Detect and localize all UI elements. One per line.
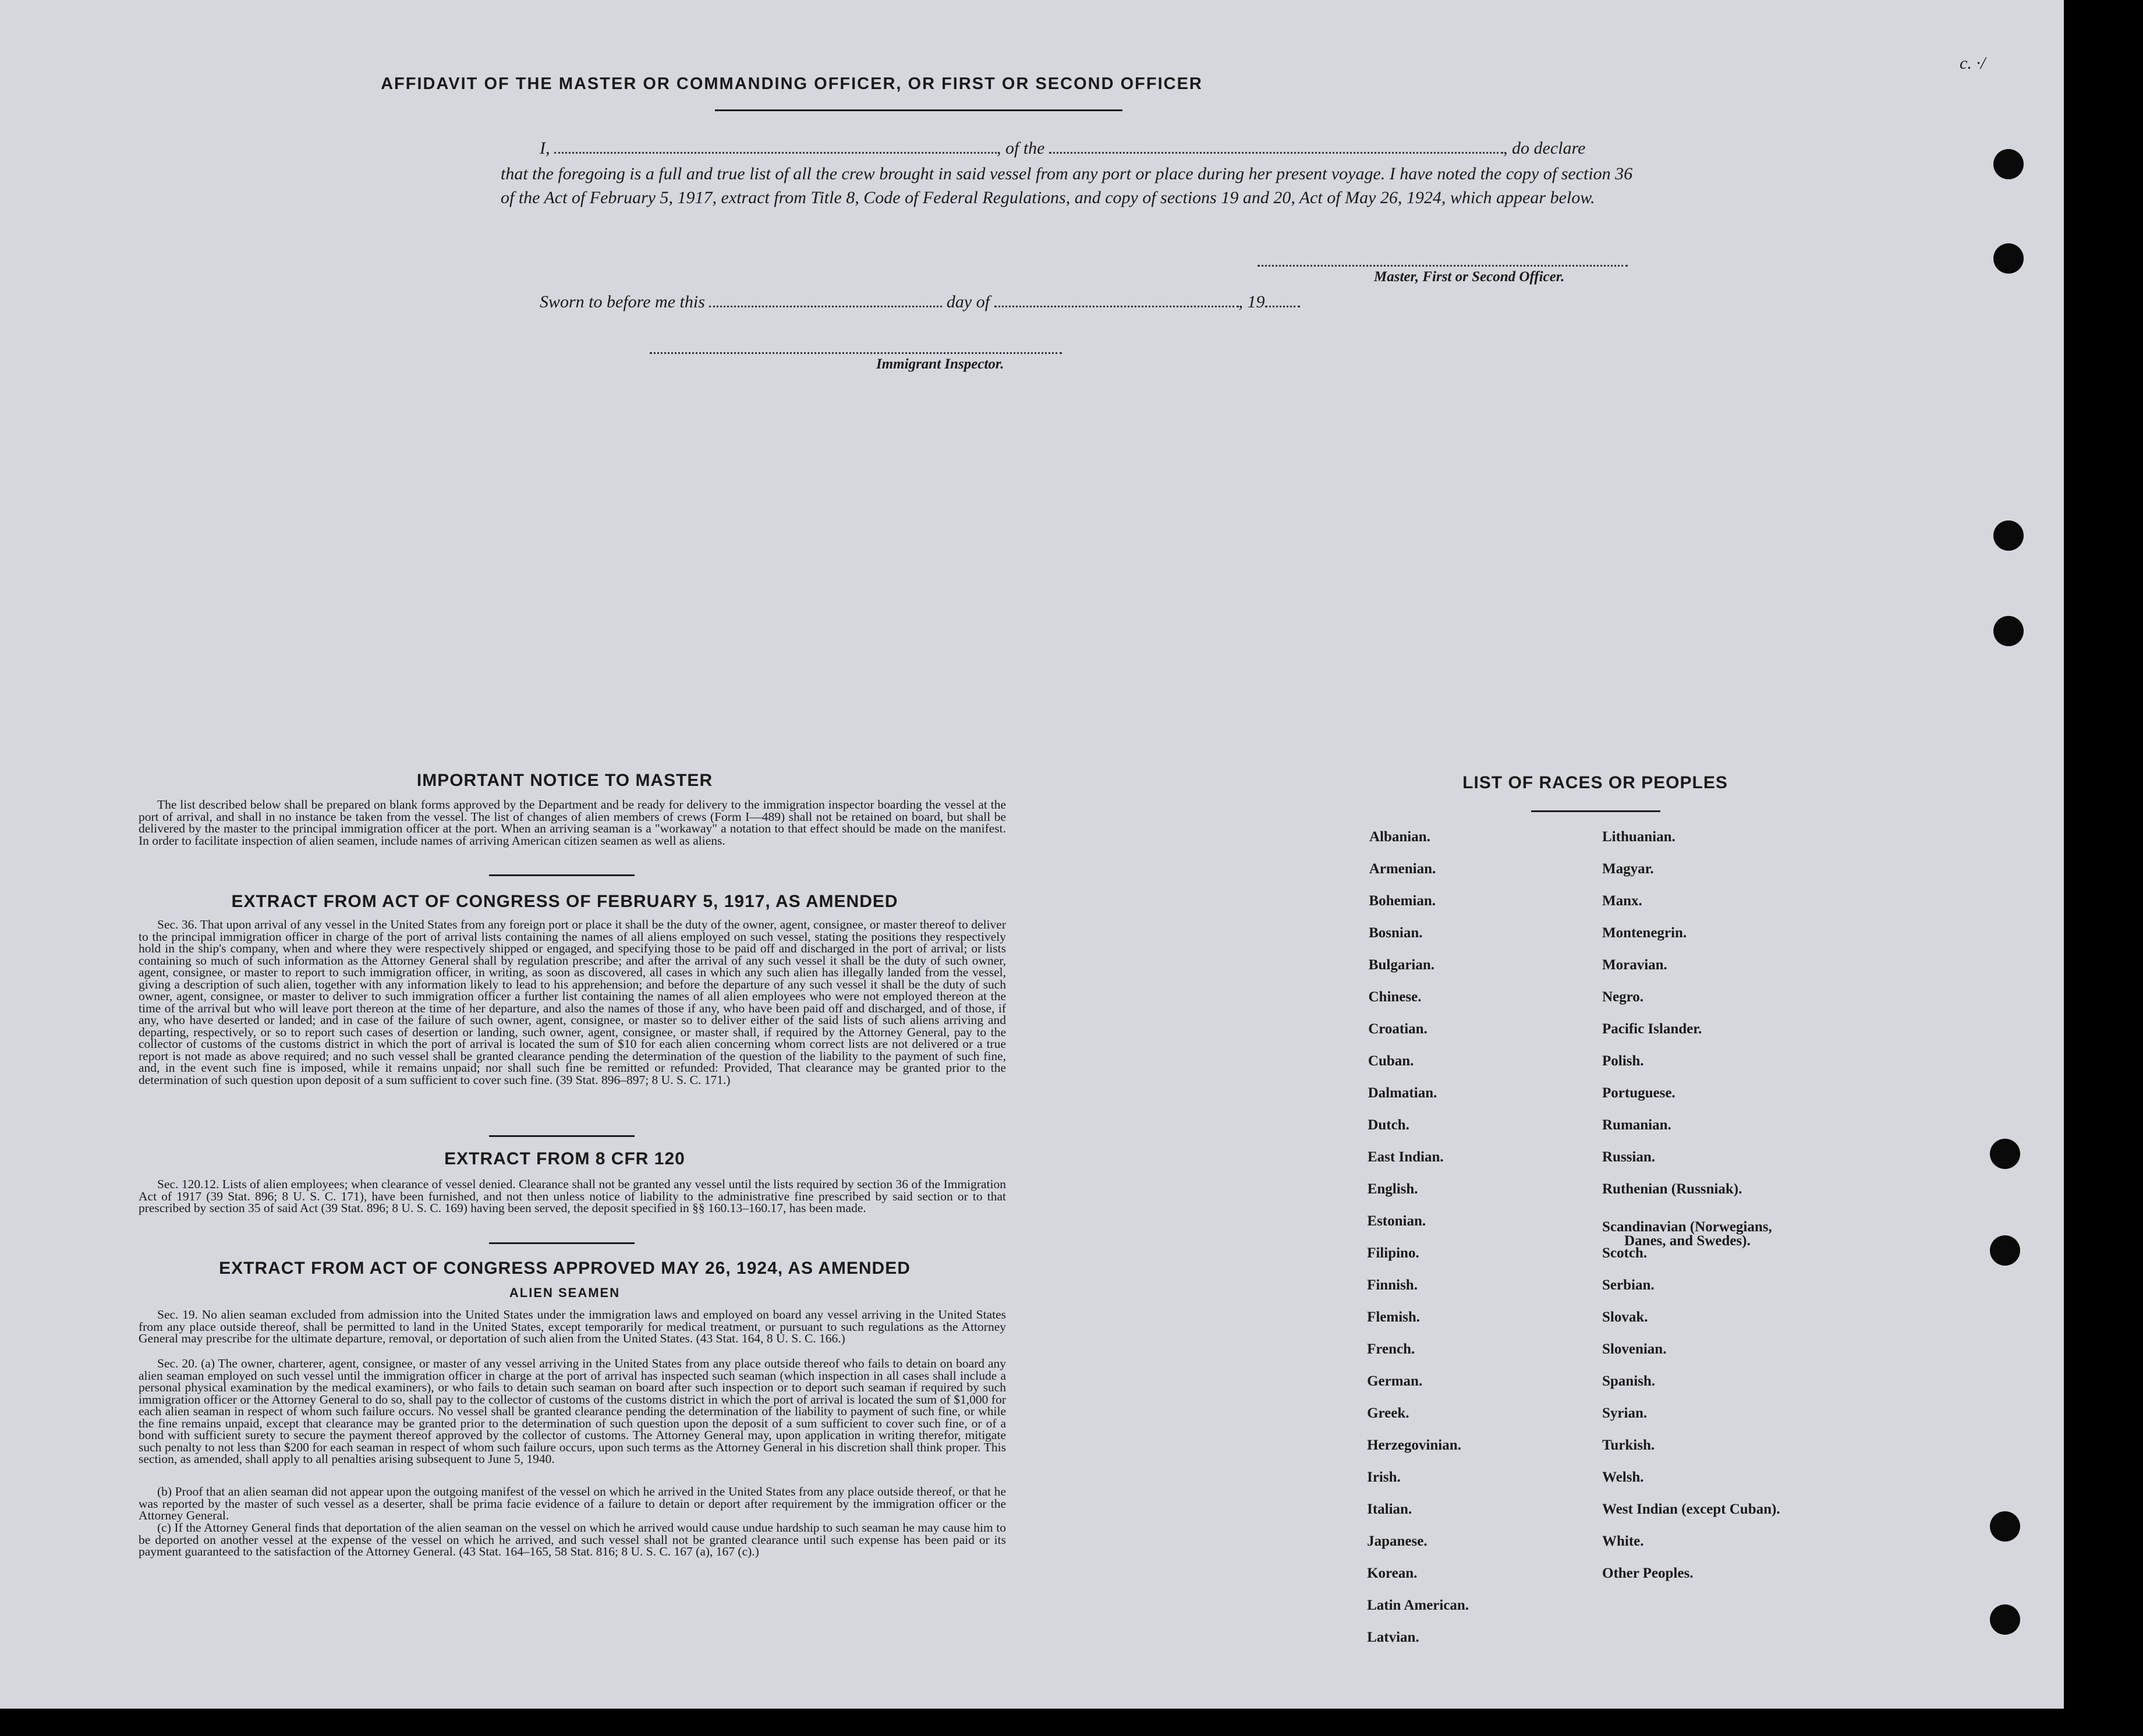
punch-hole — [1990, 1604, 2020, 1635]
race-item: Croatian. — [1368, 1021, 1428, 1037]
notice-title: IMPORTANT NOTICE TO MASTER — [416, 771, 713, 790]
title-underline — [715, 109, 1122, 111]
punch-hole — [1993, 243, 2024, 274]
extract-1917-title: EXTRACT FROM ACT OF CONGRESS OF FEBRUARY 5, 1917, AS AMENDED — [231, 892, 898, 911]
punch-hole — [1990, 1511, 2020, 1542]
month-blank — [994, 297, 1239, 307]
race-item: Flemish. — [1367, 1309, 1421, 1325]
punch-hole — [1990, 1235, 2020, 1266]
race-item: Dalmatian. — [1368, 1085, 1437, 1101]
extract-cfr-title: EXTRACT FROM 8 CFR 120 — [444, 1149, 685, 1168]
race-item: Montenegrin. — [1602, 925, 1687, 941]
of-the-label: , of the — [997, 139, 1045, 158]
race-item: Korean. — [1367, 1565, 1418, 1581]
race-item: Albanian. — [1369, 829, 1430, 845]
race-item: Estonian. — [1367, 1213, 1426, 1229]
extract-1924-title: EXTRACT FROM ACT OF CONGRESS APPROVED MAY 26, 1924, AS AMENDED — [219, 1259, 911, 1278]
race-item: Negro. — [1602, 989, 1644, 1005]
race-item: Latvian. — [1367, 1629, 1419, 1645]
sec-20c-body: (c) If the Attorney General finds that deportation of the alien seaman on the vessel on which he arrived would cause undue hardship to such seaman he may cause him to be deported on another vessel at the expense of the vessel on which he arrived, and such vessel shall not be granted clearance until such expense has been paid or its payment guaranteed to the satisfaction of the Attorney General. (43 Stat. 164–165, 58 Stat. 816; 8 U. S. C. 167 (a), 167 (c).) — [139, 1521, 1006, 1558]
punch-hole — [1993, 149, 2024, 179]
race-item: Armenian. — [1369, 861, 1436, 877]
punch-hole — [1990, 1139, 2020, 1169]
race-item: French. — [1367, 1341, 1415, 1357]
race-item: Spanish. — [1602, 1373, 1656, 1389]
divider — [489, 1135, 635, 1137]
sworn-date-blank — [709, 297, 942, 307]
alien-seamen-subtitle: ALIEN SEAMEN — [509, 1285, 621, 1300]
race-item: Welsh. — [1602, 1469, 1644, 1485]
races-title: LIST OF RACES OR PEOPLES — [1462, 773, 1728, 792]
i-label: I, — [540, 139, 550, 158]
race-item: Ruthenian (Russniak). — [1602, 1181, 1742, 1197]
race-item: Japanese. — [1367, 1533, 1428, 1549]
race-item: Slovak. — [1602, 1309, 1648, 1325]
race-item: Irish. — [1367, 1469, 1401, 1485]
affidavit-title: AFFIDAVIT OF THE MASTER OR COMMANDING OFFICER, OR FIRST OR SECOND OFFICER — [381, 75, 1203, 93]
race-item: Chinese. — [1368, 989, 1422, 1005]
race-item: Bosnian. — [1369, 925, 1423, 941]
race-item: Other Peoples. — [1602, 1565, 1694, 1581]
race-item: Danes, and Swedes). — [1624, 1233, 1751, 1249]
race-item: Lithuanian. — [1602, 829, 1676, 845]
race-item: Scandinavian (Norwegians, — [1602, 1219, 1772, 1235]
races-title-underline — [1531, 810, 1660, 812]
race-item: Polish. — [1602, 1053, 1644, 1069]
sworn-label: Sworn to before me this — [540, 292, 705, 311]
race-item: White. — [1602, 1533, 1644, 1549]
race-item: Filipino. — [1367, 1245, 1419, 1261]
race-item: Bulgarian. — [1368, 957, 1435, 973]
sworn-line — [540, 292, 1300, 312]
race-item: Syrian. — [1602, 1405, 1648, 1421]
race-item: German. — [1367, 1373, 1423, 1389]
race-item: Cuban. — [1368, 1053, 1414, 1069]
race-item: Latin American. — [1367, 1597, 1469, 1613]
race-item: West Indian (except Cuban). — [1602, 1501, 1780, 1517]
extract-cfr-body: Sec. 120.12. Lists of alien employees; when clearance of vessel denied. Clearance shall not be granted any vessel until the lists required by section 36 of the Immigration Act of 1917 (39 Stat. 896; 8 U. S. C. 171), have been furnished, and not then unless notice of liability to the administrative fine prescribed by said section or to that prescribed by section 35 of said Act (39 Stat. 896; 8 U. S. C. 169) having been served, the deposit specified in §§ 160.13–160.17, has been made. — [139, 1177, 1006, 1215]
race-item: Herzegovinian. — [1367, 1437, 1461, 1453]
race-item: Greek. — [1367, 1405, 1409, 1421]
day-of-label: day of — [946, 292, 990, 311]
race-item: Slovenian. — [1602, 1341, 1667, 1357]
year-blank — [1265, 297, 1300, 307]
notice-body: The list described below shall be prepared on blank forms approved by the Department and be ready for delivery to the immigration inspector boarding the vessel at the port of arrival, and shall in no instance be taken from the vessel. The list of changes of alien members of crews (Form I—489) shall not be retained on board, but shall be delivered by the master to the principal immigration officer at the port. When an arriving seaman is a "workaway" a notation to that effect should be made on the manifest. In order to facilitate inspection of alien seamen, include names of arriving American citizen seamen as well as aliens. — [139, 798, 1006, 848]
inspector-signature-line — [650, 352, 1062, 354]
sec-19-body: Sec. 19. No alien seaman excluded from admission into the United States under the immigration laws and employed on board any vessel arriving in the United States from any place outside thereof, shall be permitted to land in the United States, except temporarily for medical treatment, or pursuant to such regulations as the Attorney General may prescribe for the ultimate departure, removal, or deportation of such alien from the United States. (43 Stat. 164, 8 U. S. C. 166.) — [139, 1308, 1006, 1345]
name-blank — [554, 143, 997, 154]
race-item: Finnish. — [1367, 1277, 1418, 1293]
affidavit-declaration-line — [540, 139, 1585, 158]
master-signature-line — [1258, 264, 1628, 267]
punch-hole — [1993, 520, 2024, 551]
race-item: Scotch. — [1602, 1245, 1648, 1261]
extract-1917-body: Sec. 36. That upon arrival of any vessel in the United States from any foreign port or place it shall be the duty of the owner, agent, consignee, or master thereof to deliver to the principal immigration officer in charge of the port of arrival lists containing the names of all aliens employed on such vessel, stating the positions they respectively hold in the ship's company, when and where they were respectively shipped or engaged, and specifying those to be paid off and discharged in the port of arrival; or lists containing so much of such information as the Attorney General shall by regulation prescribe; and after the arrival of any such vessel it shall be the duty of such owner, agent, consignee, or master to report to such immigration officer, in writing, as soon as discovered, all cases in which any such alien has illegally landed from the vessel, giving a description of such alien, together with any information likely to lead to his apprehension; and before the departure of any such vessel it shall be the duty of such owner, agent, consignee, or master to deliver to such immigration officer a further list containing the names of all alien employees who were not employed thereon at the time of the arrival but who will leave port thereon at the time of her departure, and also the names of those if any, who have been paid off and discharged, and of those, if any, who have deserted or landed; and in case of the failure of such owner, agent, consignee, or master so to deliver either of the said lists of such aliens arriving and departing, respectively, or so to report such cases of desertion or landing, such owner, agent, consignee, or master shall, if required by the Attorney General, pay to the collector of customs of the customs district in which the port of arrival is located the sum of $10 for each alien concerning whom correct lists are not delivered or a true report is not made as above required; and no such vessel shall be granted clearance pending the determination of the question of the liability to the payment of such fine, and, in the event such fine is imposed, while it remains unpaid; nor shall such fine be remitted or refunded: Provided, That clearance may be granted prior to the determination of such question upon deposit of a sum sufficient to cover such fine. (39 Stat. 896–897; 8 U. S. C. 171.) — [139, 917, 1006, 1087]
inspector-signature-label: Immigrant Inspector. — [876, 356, 1004, 372]
race-item: Manx. — [1602, 893, 1642, 909]
race-item: Moravian. — [1602, 957, 1667, 973]
divider — [489, 1242, 635, 1244]
punch-hole — [1993, 616, 2024, 646]
sec-20b-body: (b) Proof that an alien seaman did not appear upon the outgoing manifest of the vessel on which he arrived in the United States from any place outside thereof, or that he was reported by the master of such vessel as a deserter, shall be prima facie evidence of a failure to detain or deport after requirement by the immigration officer or the Attorney General. — [139, 1485, 1006, 1522]
affidavit-body: that the foregoing is a full and true list of all the crew brought in said vessel from any port or place during her present voyage. I have noted the copy of section 36 of the Act of February 5, 1917, extract from Title 8, Code of Federal Regulations, and copy of sections 19 and 20, Act of May 26, 1924, which appear below. — [501, 164, 1633, 207]
race-item: Turkish. — [1602, 1437, 1655, 1453]
race-item: Italian. — [1367, 1501, 1412, 1517]
year-label: , 19 — [1238, 292, 1265, 311]
race-item: Serbian. — [1602, 1277, 1655, 1293]
corner-handwritten-mark: c. ∙/ — [1960, 54, 1986, 73]
race-item: Rumanian. — [1602, 1117, 1671, 1133]
race-item: Dutch. — [1368, 1117, 1409, 1133]
sec-20a-body: Sec. 20. (a) The owner, charterer, agent, consignee, or master of any vessel arriving in the United States from any place outside thereof who fails to detain on board any alien seaman employed on such vessel until the immigration officer in charge at the port of arrival has inspected such seaman (which inspection in all cases shall include a personal physical examination by the medical examiners), or who fails to detain such seaman on board after such inspection or to deport such seaman if required by such immigration officer or the Attorney General to do so, shall pay to the collector of customs of the customs district in which the port of arrival is located the sum of $1,000 for each alien seaman in respect of whom such failure occurs. No vessel shall be granted clearance pending the determination of the liability to payment of such fine, or while the fine remains unpaid, except that clearance may be granted prior to the determination of such question upon the deposit of a sum sufficient to cover such fine, or of a bond with sufficient surety to secure the payment thereof approved by the collector of customs. The Attorney General may, upon application in writing therefor, mitigate such penalty to not less than $200 for each seaman in respect of whom such failure occurs, upon such terms as the Attorney General in his discretion shall think proper. This section, as amended, shall apply to all penalties arising subsequent to June 5, 1940. — [139, 1356, 1006, 1466]
master-signature-label: Master, First or Second Officer. — [1374, 269, 1565, 285]
vessel-blank — [1049, 143, 1503, 154]
race-item: Pacific Islander. — [1602, 1021, 1702, 1037]
race-item: Portuguese. — [1602, 1085, 1676, 1101]
race-item: English. — [1367, 1181, 1418, 1197]
race-item: East Indian. — [1368, 1149, 1444, 1165]
do-declare-label: , do declare — [1503, 139, 1586, 158]
race-item: Russian. — [1602, 1149, 1656, 1165]
divider — [489, 874, 635, 876]
race-item: Bohemian. — [1369, 893, 1436, 909]
race-item: Magyar. — [1602, 861, 1654, 877]
